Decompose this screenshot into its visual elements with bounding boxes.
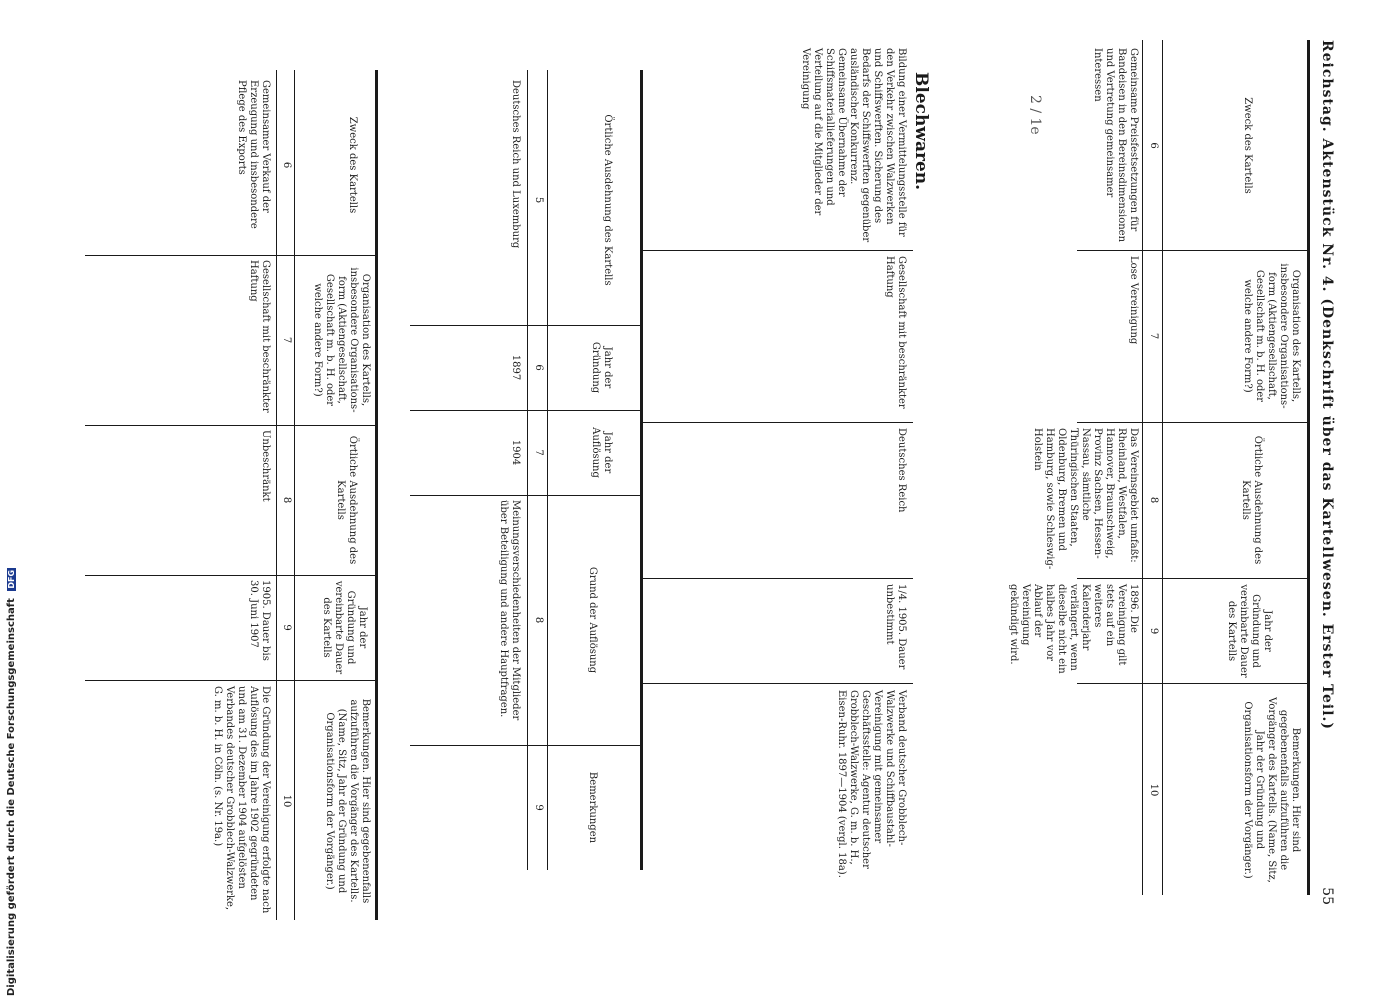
table3-header-dissolved: Jahr der Auflösung bbox=[590, 427, 613, 478]
table1-header-organisation: Organisation des Kartells, insbesondere Organisations-form (Aktiengesellschaft, Gesellschaft m. b. H. oder welche andere Form?) bbox=[1242, 263, 1301, 409]
table3-divider bbox=[410, 745, 640, 746]
table4-col-number: 10 bbox=[281, 794, 292, 808]
table3-founded: 1897 bbox=[510, 354, 521, 381]
table4-divider bbox=[85, 255, 375, 256]
digitization-credit: Digitalisierung gefördert durch die Deutsche Forschungsgemeinschaft DFG bbox=[6, 569, 17, 996]
table1-header-rule bbox=[1162, 40, 1163, 895]
table1-divider bbox=[1077, 578, 1307, 579]
table3-top-rule bbox=[640, 70, 643, 870]
table2-founding: 1/4. 1905. Dauer unbestimmt bbox=[884, 584, 907, 670]
table4-col-number: 9 bbox=[281, 624, 292, 631]
table4-header-remarks: Bemerkungen. Hier sind gegebenenfalls aufzuführen die Vorgänger des Kartells. (Name, Sitz, Jahr der Gründung und Organisationsform der Vorgänger.) bbox=[324, 698, 371, 904]
table1-header-extent: Örtliche Ausdehnung des Kartells bbox=[1240, 435, 1263, 565]
table1-divider bbox=[1077, 250, 1307, 251]
table1-row1-purpose: Gemeinsame Preisfestsetzungen für Bandeisen in den Bereinsdimensionen und Vertretung gemeinsamer Interessen bbox=[1092, 48, 1139, 243]
table3-divider bbox=[410, 325, 640, 326]
table4-purpose: Gemeinsamer Verkauf der Erzeugung und insbesondere Pflege des Exports bbox=[236, 80, 271, 229]
table4-col-number: 8 bbox=[281, 496, 292, 504]
running-head: Reichstag. Aktenstück Nr. 4. (Denkschrift über das Kartellwesen. Erster Teil.) bbox=[1319, 40, 1335, 731]
table4-header-rule bbox=[294, 70, 295, 920]
table1-col-number: 7 bbox=[1148, 332, 1159, 340]
page-number: 55 bbox=[1319, 887, 1335, 905]
table3-reason: Meinungsverschiedenheiten der Mitglieder über Beteiligung und andere Hauptfragen. bbox=[498, 500, 521, 721]
table3-col-number: 7 bbox=[533, 449, 544, 456]
table3-col-number: 6 bbox=[533, 364, 544, 371]
table4-header-purpose: Zweck des Kartells bbox=[347, 116, 358, 214]
table4-header-organisation: Organisation des Kartells, insbesondere Organisations-form (Aktiengesellschaft, Gesellschaft m. b. H. oder welche andere Form?) bbox=[312, 267, 371, 413]
dfg-logo: DFG bbox=[6, 569, 16, 589]
table1-top-rule bbox=[1307, 40, 1310, 895]
table2-extent: Deutsches Reich bbox=[896, 428, 907, 513]
table1-header-remarks: Bemerkungen. Hier sind gegebenenfalls aufzuführen die Vorgänger des Kartells. (Name, Sitz, Jahr der Gründung und Organisationsform der Vorgänger.) bbox=[1242, 697, 1301, 883]
table4-founding: 1905. Dauer bis 30. Juni 1907 bbox=[248, 580, 271, 661]
table4-extent: Unbeschränkt bbox=[260, 430, 271, 502]
table2-remarks: Verband deutscher Grobblech-Walzwerke und Schiffbaustahl-Vereinigung mit gemeinsamer Geschäftsstelle: Agentur deutscher Grobblech-Walzwerke, G. m. b. H., Eisen-Ruhr. 1897—1904 (vergl. 18a). bbox=[836, 690, 907, 878]
table3-col-number: 8 bbox=[533, 616, 544, 624]
table3-divider bbox=[410, 495, 640, 496]
table3-header-remarks: Bemerkungen bbox=[587, 771, 598, 844]
table4-divider bbox=[85, 425, 375, 426]
table2-purpose: Bildung einer Vermittelungsstelle für den Verkehr zwischen Walzwerken und Schiffswerften. Sicherung des Bedarfs der Schiffswerften gegenüber ausländischer Konkurrenz. Gemeinsame Übernahme der Schiffsmateriallieferungen und Verteilung auf die Mitglieder der Vereinigung bbox=[800, 48, 907, 243]
table1-row1-founding: 1896. Die Vereinigung gilt stets auf ein weiteres Kalenderjahr verlängert, wenn dieselbe nicht ein halbes Jahr vor Ablauf der Vereinigung gekündigt wird. bbox=[1008, 584, 1139, 674]
table1-row1-organisation: Lose Vereinigung bbox=[1128, 256, 1139, 345]
table4-header-extent: Örtliche Ausdehnung des Kartells bbox=[335, 435, 358, 565]
table3-header-rule bbox=[547, 70, 548, 870]
table4-col-number: 7 bbox=[281, 336, 292, 344]
table2-organisation: Gesellschaft mit beschränkter Haftung bbox=[884, 256, 907, 409]
table2-divider bbox=[643, 578, 913, 579]
table4-col-number: 6 bbox=[281, 161, 292, 169]
table2-divider bbox=[643, 422, 913, 423]
table3-col-number: 9 bbox=[533, 804, 544, 811]
table1-divider bbox=[1077, 683, 1307, 684]
table3-header-founded: Jahr der Gründung bbox=[590, 341, 613, 394]
table1-row1-extent: Das Vereinsgebiet umfaßt: Rheinland, Westfalen, Hannover, Braunschweig, Provinz Sachsen, Hessen-Nassau, sämtliche Thüringischen Staaten, Oldenburg, Bremen und Hamburg, sowie Schleswig-Holstein bbox=[1032, 428, 1139, 570]
table3-header-reason: Grund der Auflösung bbox=[587, 566, 598, 674]
table1-divider bbox=[1077, 422, 1307, 423]
table1-col-number: 9 bbox=[1148, 627, 1159, 635]
section-title: Blechwaren. bbox=[911, 72, 931, 191]
table3-divider bbox=[410, 410, 640, 411]
table3-extent: Deutsches Reich und Luxemburg bbox=[510, 80, 521, 249]
table1-col-number: 6 bbox=[1148, 142, 1159, 149]
table4-divider bbox=[85, 575, 375, 576]
table3-col-number: 5 bbox=[533, 196, 544, 204]
table3-header-extent: Örtliche Ausdehnung des Kartells bbox=[602, 114, 613, 286]
table4-divider bbox=[85, 680, 375, 681]
table1-col-number: 10 bbox=[1148, 783, 1159, 797]
table4-remarks: Die Gründung der Vereinigung erfolgte nach Auflösung des im Jahre 1902 gegründeten und am 31. Dezember 1904 aufgelösten Verbandes deutscher Grobblech-Walzwerke, G. m. b. H. in Cöln. (s. Nr. 19a.) bbox=[212, 686, 271, 914]
table3-number-rule bbox=[527, 70, 528, 870]
table4-header-founding: Jahr der Gründung und vereinbarte Dauer des Kartells bbox=[321, 580, 368, 675]
table4-number-rule bbox=[276, 70, 277, 920]
table2-divider bbox=[643, 250, 913, 251]
handwritten-mark: 2 / 1e bbox=[1027, 95, 1043, 135]
table1-number-rule bbox=[1142, 40, 1143, 895]
table1-col-number: 8 bbox=[1148, 496, 1159, 504]
table1-header-founding: Jahr der Gründung und vereinbarte Dauer des Kartells bbox=[1226, 584, 1273, 678]
table1-header-purpose: Zweck des Kartells bbox=[1242, 97, 1253, 194]
table4-organisation: Gesellschaft mit beschränkter Haftung bbox=[248, 260, 271, 413]
table4-top-rule bbox=[375, 70, 378, 920]
table2-divider bbox=[643, 683, 913, 684]
table3-dissolved: 1904 bbox=[510, 439, 521, 466]
